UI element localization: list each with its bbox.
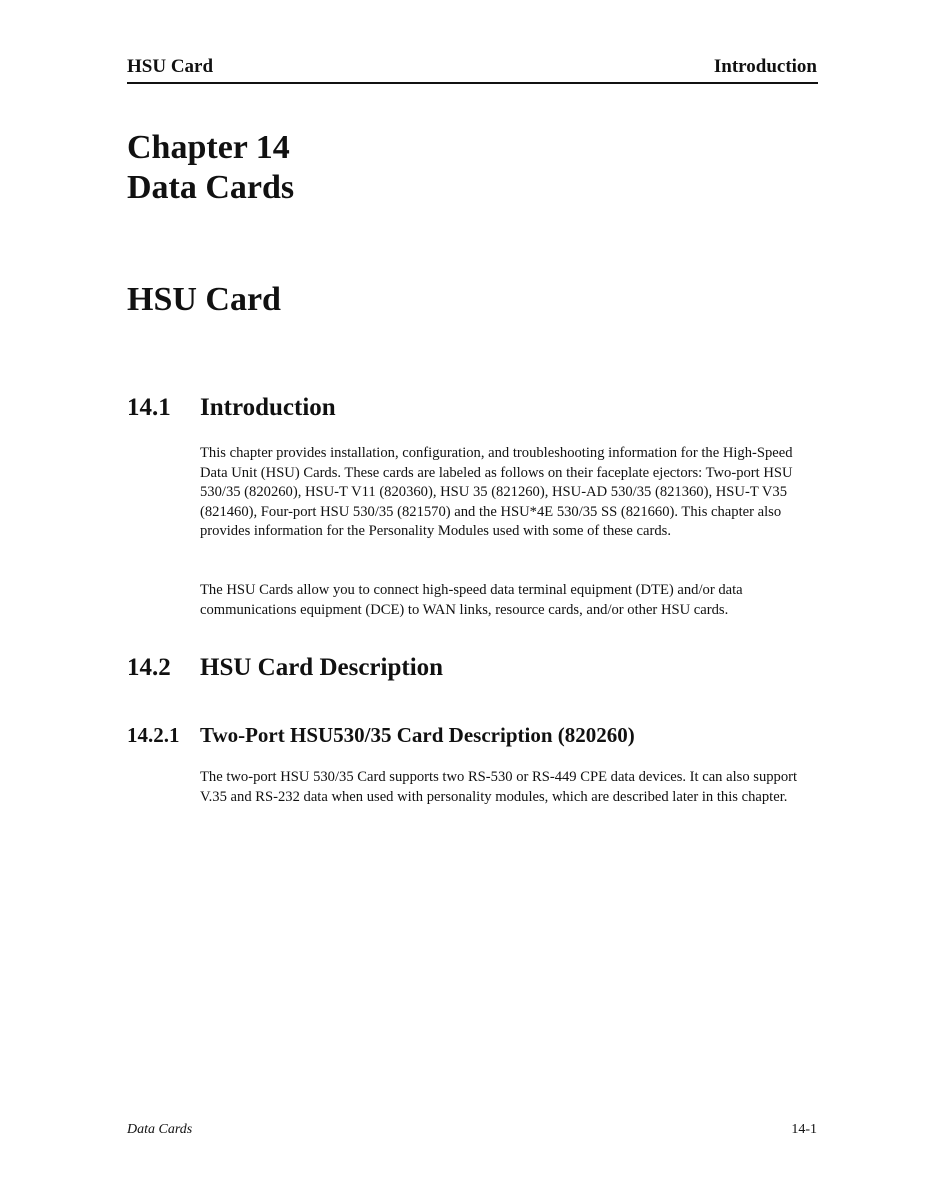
chapter-number: Chapter 14	[127, 129, 290, 166]
heading-text: HSU Card Description	[200, 654, 444, 681]
heading-text: Introduction	[200, 394, 336, 421]
chapter-name: Data Cards	[127, 169, 295, 206]
heading-14-2	[127, 653, 443, 683]
heading-number: 14.2	[127, 654, 171, 681]
intro-paragraph-1: This chapter provides installation, configuration, and troubleshooting information for the High-Speed Data Unit (HSU) Cards. These cards are labeled as follows on their faceplate ejectors: Two-port HSU 530/35 (820260), HSU-T V11 (820360), HSU 35 (821260), HSU-AD 530/35 (821360), HSU-T V35 (821460), Four-port HSU 530/35 (821570) and the HSU*4E 530/35 SS (821660). This chapter also provides information for the Personality Modules used with some of these cards.	[200, 445, 793, 540]
description-paragraph: The two-port HSU 530/35 Card supports two RS-530 or RS-449 CPE data devices. It can also support V.35 and RS-232 data when used with personality modules, which are described later in this chapter.	[200, 769, 798, 805]
header-left-text: HSU Card	[127, 56, 214, 77]
intro-paragraph-2: The HSU Cards allow you to connect high-speed data terminal equipment (DTE) and/or data communications equipment (DCE) to WAN links, resource cards, and/or other HSU cards.	[200, 582, 743, 618]
running-header	[127, 56, 817, 80]
page-number: 14-1	[791, 1122, 817, 1137]
heading-number: 14.1	[127, 394, 171, 421]
heading-14-2-1	[127, 722, 635, 748]
heading-14-1	[127, 393, 336, 423]
heading-text: Two-Port HSU530/35 Card Description (820260)	[200, 723, 635, 747]
chapter-title	[127, 128, 294, 208]
footer-left-text: Data Cards	[127, 1122, 193, 1137]
heading-number: 14.2.1	[127, 723, 180, 747]
section-title: HSU Card	[127, 281, 281, 318]
header-right-text: Introduction	[713, 56, 817, 77]
header-rule	[127, 82, 818, 84]
